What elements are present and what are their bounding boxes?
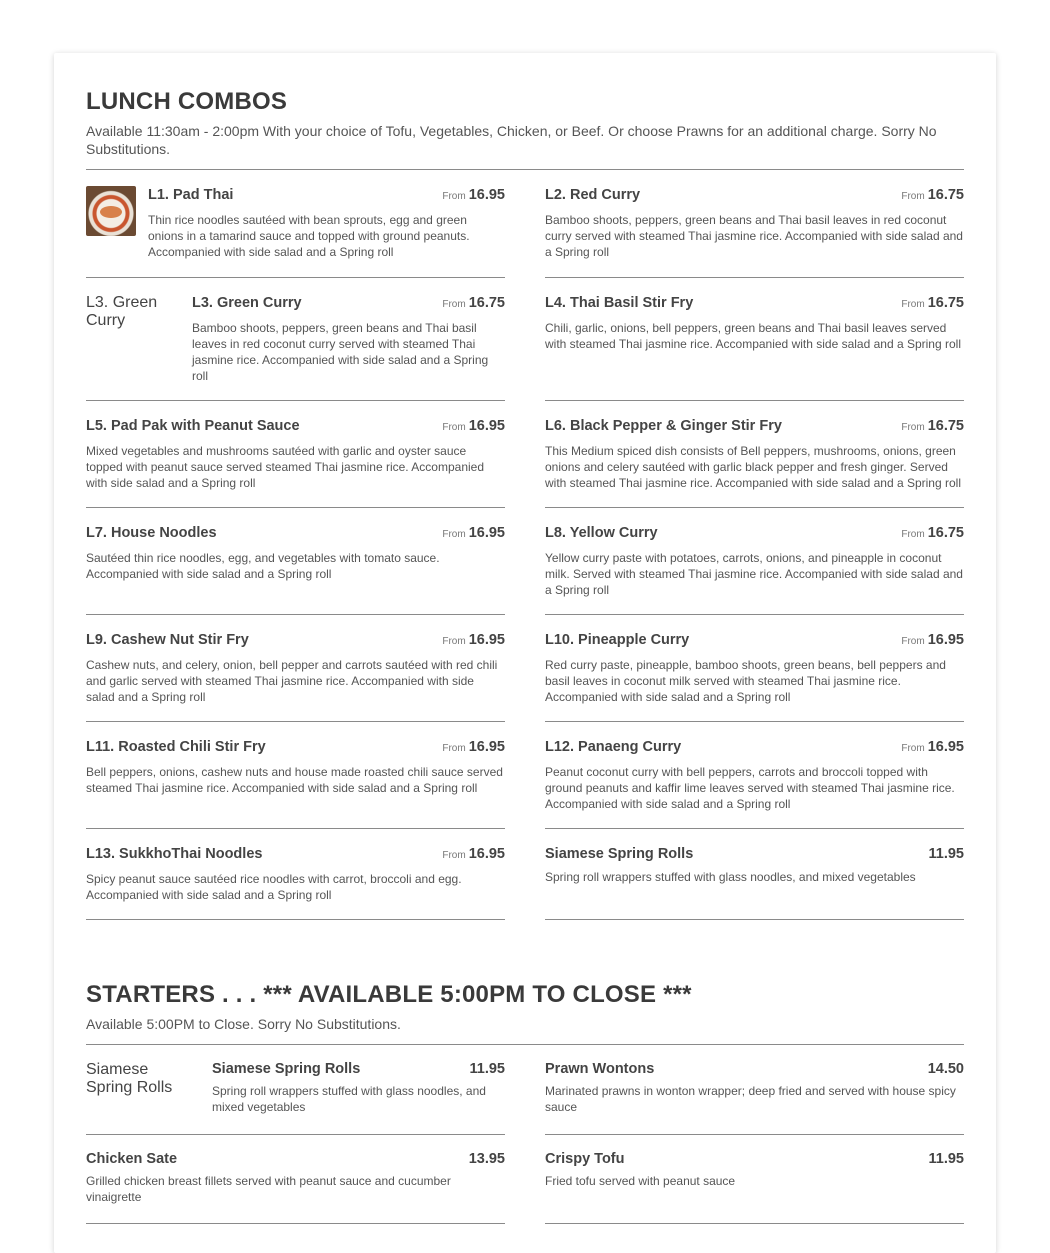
item-description: Spicy peanut sauce sautéed rice noodles with carrot, broccoli and egg. Accompanied with side salad and a Spring roll: [86, 872, 462, 902]
item-price: 14.50: [927, 1061, 964, 1077]
item-description: Bamboo shoots, peppers, green beans and Thai basil leaves in red coconut curry served with steamed Thai jasmine rice. Accompanied with side salad and a Spring roll: [545, 213, 963, 259]
item-name: L11. Roasted Chili Stir Fry: [86, 739, 266, 755]
price-from-label: From: [901, 422, 925, 433]
item-description: Sautéed thin rice noodles, egg, and vegetables with tomato sauce. Accompanied with side salad and a Spring roll: [86, 551, 440, 581]
item-price: 16.95: [927, 632, 964, 648]
item-name: L9. Cashew Nut Stir Fry: [86, 632, 249, 648]
price-from-label: From: [442, 636, 466, 647]
item-name: L10. Pineapple Curry: [545, 632, 690, 648]
item-name: Siamese Spring Rolls: [212, 1061, 361, 1077]
item-name: Prawn Wontons: [545, 1061, 655, 1077]
item-name: Crispy Tofu: [545, 1151, 625, 1167]
item-price: 11.95: [928, 1151, 964, 1167]
price-from-label: From: [442, 850, 466, 861]
menu-item-l4[interactable]: [545, 278, 964, 401]
item-description: Grilled chicken breast fillets served with peanut sauce and cucumber vinaigrette: [86, 1174, 451, 1204]
item-price: 16.75: [927, 295, 964, 311]
item-price: 16.75: [927, 418, 964, 434]
lunch-section-description: Available 11:30am - 2:00pm With your choice of Tofu, Vegetables, Chicken, or Beef. Or choose Prawns for an additional charge. Sorry No Substitutions.: [86, 123, 937, 157]
menu-item-l8[interactable]: [545, 508, 964, 615]
item-description: Yellow curry paste with potatoes, carrots, onions, and pineapple in coconut milk. Served with steamed Thai jasmine rice. Accompanied with side salad and a Spring roll: [545, 551, 963, 597]
pad-thai-photo[interactable]: [86, 186, 136, 236]
menu-item-l7[interactable]: [86, 508, 505, 615]
menu-item-l3[interactable]: [86, 278, 505, 401]
menu-card: [54, 53, 996, 1253]
item-description: Fried tofu served with peanut sauce: [545, 1174, 736, 1188]
lunch-section-title: LUNCH COMBOS: [86, 88, 288, 115]
item-name: Siamese Spring Rolls: [545, 846, 694, 862]
item-description: Spring roll wrappers stuffed with glass noodles, and mixed vegetables: [212, 1084, 486, 1114]
item-price: 16.95: [468, 739, 505, 755]
starters-section-description: Available 5:00PM to Close. Sorry No Substitutions.: [86, 1016, 401, 1032]
price-from-label: From: [442, 299, 466, 310]
price-from-label: From: [442, 422, 466, 433]
item-price: 13.95: [468, 1151, 505, 1167]
item-description: Chili, garlic, onions, bell peppers, green beans and Thai basil leaves served with steamed Thai jasmine rice. Accompanied with side salad and a Spring roll: [545, 321, 961, 351]
item-price: 16.75: [468, 295, 505, 311]
menu-item-l1[interactable]: [86, 170, 505, 278]
item-price: 11.95: [469, 1061, 505, 1077]
item-price: 16.95: [468, 846, 505, 862]
menu-item-l11[interactable]: [86, 722, 505, 829]
item-description: Spring roll wrappers stuffed with glass noodles, and mixed vegetables: [545, 870, 916, 884]
item-description: Cashew nuts, and celery, onion, bell pepper and carrots sautéed with red chili and garlic served with steamed Thai jasmine rice. Accompanied with side salad and a Spring roll: [86, 658, 498, 704]
item-name: L8. Yellow Curry: [545, 525, 658, 541]
menu-item-l12[interactable]: [545, 722, 964, 829]
price-from-label: From: [901, 529, 925, 540]
item-name: L7. House Noodles: [86, 525, 217, 541]
menu-item-l9[interactable]: [86, 615, 505, 722]
menu-item-siamese-spring-rolls-lunch[interactable]: [545, 829, 964, 920]
item-description: Bell peppers, onions, cashew nuts and house made roasted chili sauce served steamed Thai jasmine rice. Accompanied with side salad and a Spring roll: [86, 765, 503, 795]
price-from-label: From: [442, 191, 466, 202]
item-name: Chicken Sate: [86, 1151, 178, 1167]
starter-item-siamese-spring-rolls[interactable]: [86, 1045, 505, 1135]
item-name: L2. Red Curry: [545, 187, 641, 203]
item-description: This Medium spiced dish consists of Bell peppers, mushrooms, onions, green onions and celery sautéed with garlic black pepper and fresh ginger. Served with steamed Thai jasmine rice. Accompanied with side salad and a Spring roll: [545, 444, 961, 490]
item-name: L3. Green Curry: [192, 295, 302, 311]
item-description: Marinated prawns in wonton wrapper; deep fried and served with house spicy sauce: [545, 1084, 956, 1114]
item-description: Peanut coconut curry with bell peppers, carrots and broccoli topped with ground peanuts and kaffir lime leaves served with steamed Thai jasmine rice. Accompanied with side salad and a Spring roll: [545, 765, 955, 811]
item-name: L6. Black Pepper & Ginger Stir Fry: [545, 418, 782, 434]
item-description: Red curry paste, pineapple, bamboo shoots, green beans, bell peppers and basil leaves in coconut milk served with steamed Thai jasmine rice. Accompanied with side salad and a Spring roll: [545, 658, 946, 704]
starter-item-crispy-tofu[interactable]: [545, 1135, 964, 1224]
price-from-label: From: [442, 743, 466, 754]
item-price: 16.95: [468, 418, 505, 434]
item-price: 16.95: [468, 525, 505, 541]
menu-item-l5[interactable]: [86, 401, 505, 508]
item-description: Bamboo shoots, peppers, green beans and Thai basil leaves in red coconut curry served with steamed Thai jasmine rice. Accompanied with side salad and a Spring roll: [192, 321, 489, 383]
item-price: 16.75: [927, 525, 964, 541]
item-name: L5. Pad Pak with Peanut Sauce: [86, 418, 300, 434]
price-from-label: From: [901, 743, 925, 754]
starter-item-prawn-wontons[interactable]: [545, 1045, 964, 1135]
item-name: L13. SukkhoThai Noodles: [86, 846, 263, 862]
menu-item-l10[interactable]: [545, 615, 964, 722]
item-name: L12. Panaeng Curry: [545, 739, 682, 755]
menu-item-l2[interactable]: [545, 170, 964, 278]
price-from-label: From: [901, 299, 925, 310]
item-description: Thin rice noodles sautéed with bean sprouts, egg and green onions in a tamarind sauce and topped with ground peanuts. Accompanied with side salad and a Spring roll: [148, 213, 470, 259]
item-description: Mixed vegetables and mushrooms sautéed with garlic and oyster sauce topped with peanut sauce served steamed Thai jasmine rice. Accompanied with side salad and a Spring roll: [86, 444, 485, 490]
menu-content: [86, 53, 964, 1224]
lunch-items-grid: [86, 170, 964, 920]
starters-items-grid: [86, 1045, 964, 1224]
starter-item-chicken-sate[interactable]: [86, 1135, 505, 1224]
price-from-label: From: [442, 529, 466, 540]
item-price: 16.95: [468, 187, 505, 203]
price-from-label: From: [901, 191, 925, 202]
item-name: L1. Pad Thai: [148, 187, 234, 203]
starters-section-title: STARTERS . . . *** AVAILABLE 5:00PM TO CLOSE ***: [86, 981, 692, 1008]
green-curry-broken-image[interactable]: L3. Green Curry: [86, 294, 158, 329]
item-name: L4. Thai Basil Stir Fry: [545, 295, 694, 311]
item-price: 11.95: [928, 846, 964, 862]
price-from-label: From: [901, 636, 925, 647]
spring-rolls-broken-image[interactable]: Siamese Spring Rolls: [86, 1061, 173, 1096]
item-price: 16.95: [927, 739, 964, 755]
menu-item-l6[interactable]: [545, 401, 964, 508]
menu-item-l13[interactable]: [86, 829, 505, 920]
item-price: 16.75: [927, 187, 964, 203]
item-price: 16.95: [468, 632, 505, 648]
